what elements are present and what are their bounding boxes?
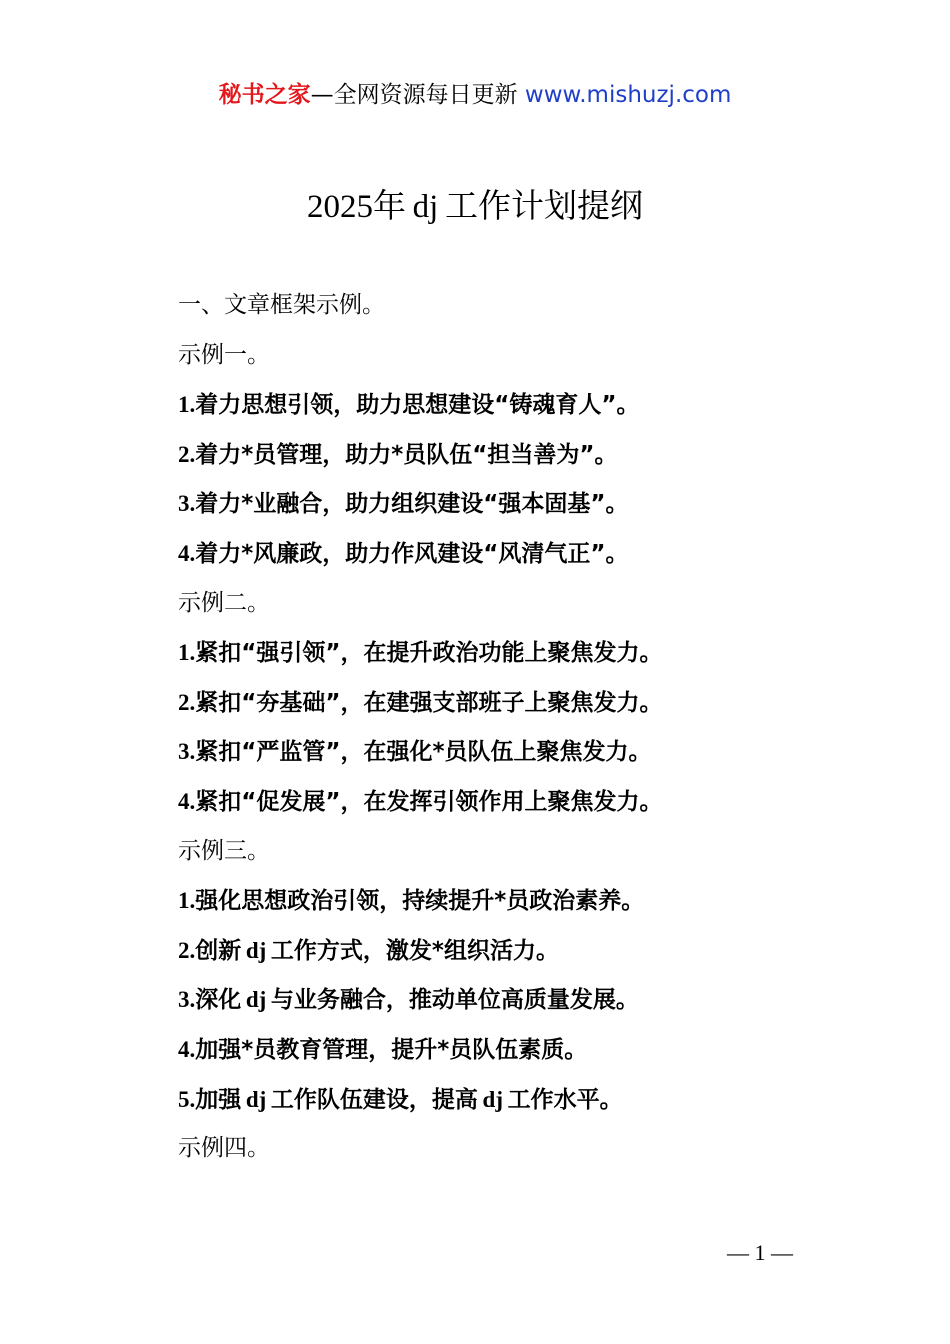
outline-item: 3.着力*业融合，助力组织建设“强本固基”。 — [178, 491, 629, 518]
outline-item: 3.紧扣“严监管”，在强化*员队伍上聚焦发力。 — [178, 739, 652, 766]
outline-item: 2.创新 dj 工作方式，激发*组织活力。 — [178, 937, 559, 964]
outline-item: 1.强化思想政治引领，持续提升*员政治素养。 — [178, 888, 645, 915]
section-heading: 示例二。 — [178, 589, 270, 616]
outline-item: 4.紧扣“促发展”，在发挥引领作用上聚焦发力。 — [178, 788, 663, 815]
outline-item: 1.着力思想引领，助力思想建设“铸魂育人”。 — [178, 392, 640, 419]
section-heading: 示例四。 — [178, 1135, 270, 1162]
document-body — [178, 281, 878, 1174]
section-heading: 一、文章框架示例。 — [178, 292, 385, 318]
outline-item: 4.着力*风廉政，助力作风建设“风清气正”。 — [178, 540, 629, 567]
section-heading: 示例三。 — [178, 837, 270, 864]
outline-item: 5.加强 dj 工作队伍建设，提高 dj 工作水平。 — [178, 1086, 623, 1113]
website-link[interactable]: www.mishuzj.com — [524, 82, 732, 108]
page-number: — 1 — — [727, 1240, 793, 1265]
outline-item: 2.着力*员管理，助力*员队伍“担当善为”。 — [178, 441, 618, 468]
outline-item: 1.紧扣“强引领”，在提升政治功能上聚焦发力。 — [178, 640, 663, 667]
brand-name: 秘书之家 — [218, 82, 311, 108]
outline-item: 3.深化 dj 与业务融合，推动单位高质量发展。 — [178, 987, 639, 1014]
section-heading: 示例一。 — [178, 341, 270, 368]
outline-item: 4.加强*员教育管理，提升*员队伍素质。 — [178, 1036, 588, 1063]
header-tagline: —全网资源每日更新 — [310, 82, 525, 108]
document-title: 2025年 dj 工作计划提纲 — [307, 186, 643, 225]
outline-item: 2.紧扣“夯基础”，在建强支部班子上聚焦发力。 — [178, 689, 663, 716]
site-header-banner — [0, 78, 950, 112]
